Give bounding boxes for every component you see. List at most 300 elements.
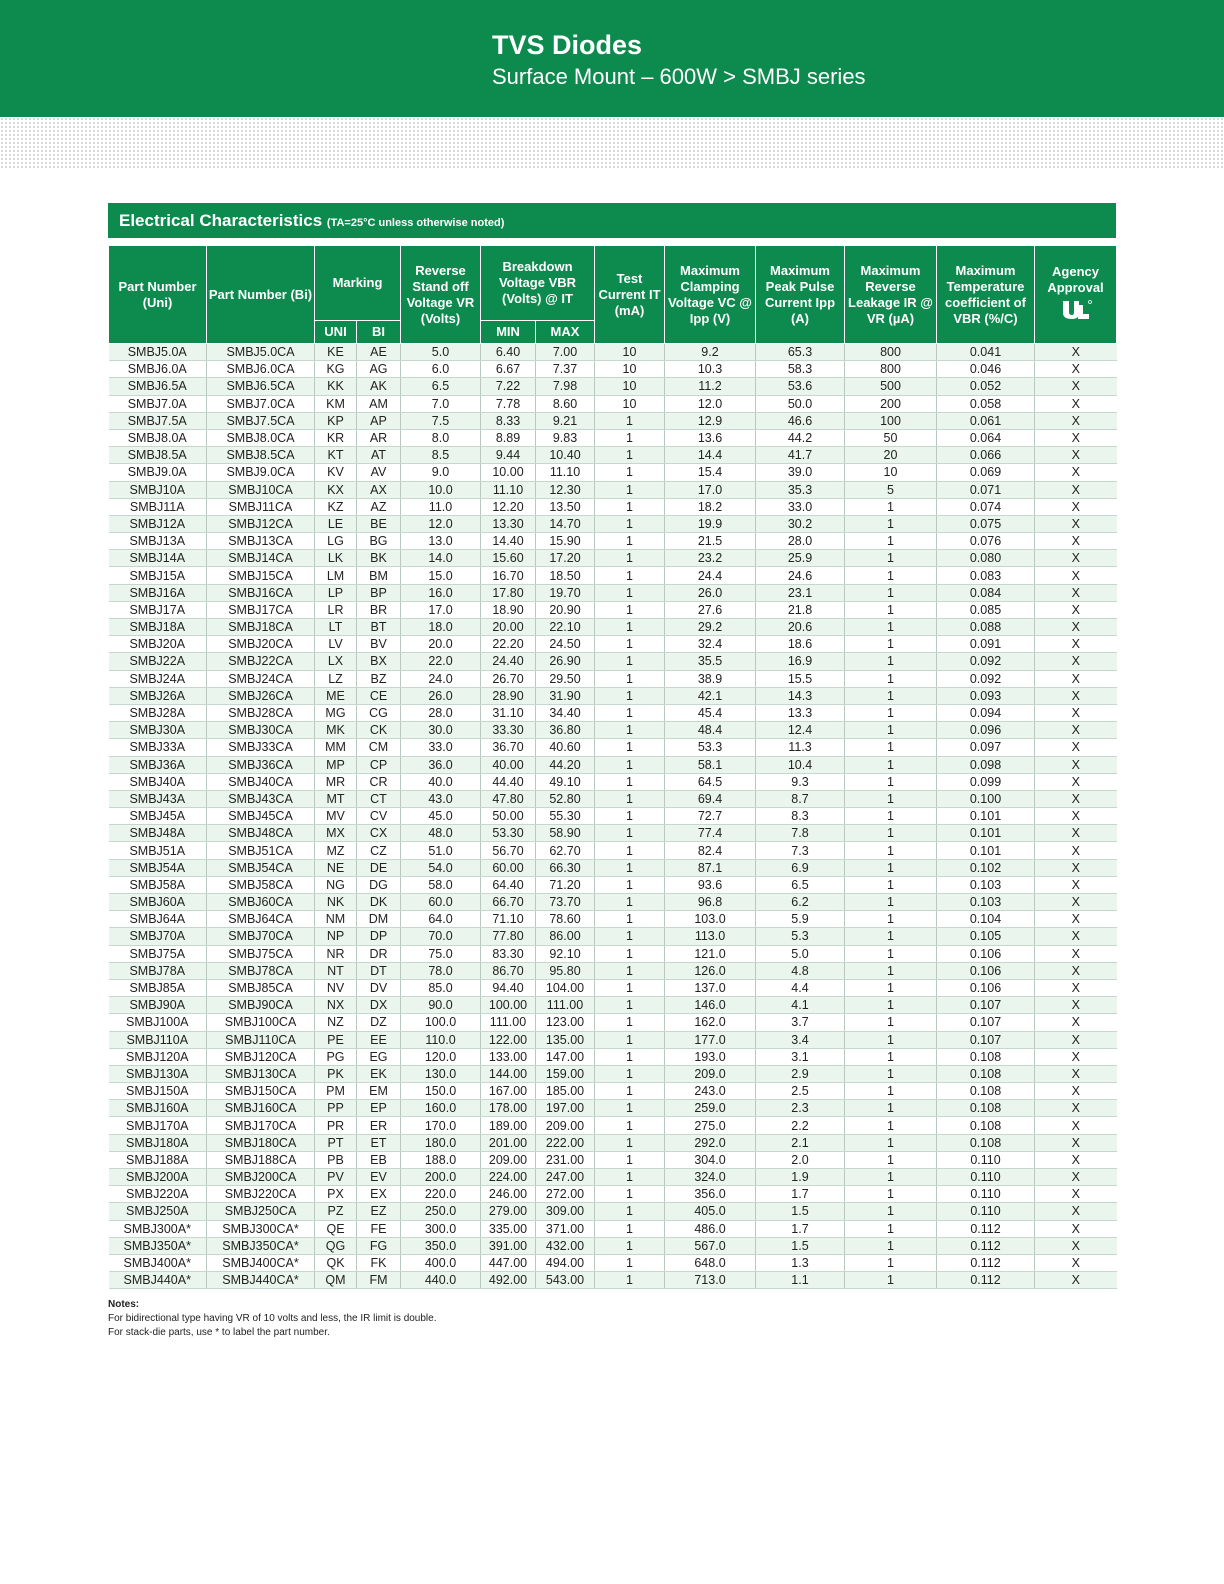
table-row	[109, 1031, 1117, 1048]
cell-it: 1	[595, 842, 665, 859]
cell-marking-bi: AV	[357, 464, 401, 481]
col-header-temp-coef: Maximum Temperature coefficient of VBR (%/C)	[937, 246, 1035, 344]
cell-part-uni: SMBJ15A	[109, 567, 207, 584]
cell-part-uni: SMBJ7.0A	[109, 395, 207, 412]
cell-temp-coef: 0.083	[937, 567, 1035, 584]
cell-ipp: 44.2	[756, 429, 845, 446]
cell-ipp: 39.0	[756, 464, 845, 481]
cell-part-bi: SMBJ188CA	[207, 1151, 315, 1168]
cell-marking-uni: MG	[315, 704, 357, 721]
cell-marking-uni: PB	[315, 1151, 357, 1168]
cell-ipp: 35.3	[756, 481, 845, 498]
cell-vr: 400.0	[401, 1254, 481, 1271]
cell-ipp: 18.6	[756, 636, 845, 653]
cell-it: 1	[595, 825, 665, 842]
cell-part-bi: SMBJ170CA	[207, 1117, 315, 1134]
cell-temp-coef: 0.112	[937, 1237, 1035, 1254]
cell-vr: 160.0	[401, 1100, 481, 1117]
cell-vc: 11.2	[665, 378, 756, 395]
cell-marking-uni: LK	[315, 550, 357, 567]
agency-header-label: Agency Approval	[1047, 264, 1104, 295]
cell-vc: 19.9	[665, 515, 756, 532]
cell-vr: 58.0	[401, 876, 481, 893]
cell-marking-bi: AK	[357, 378, 401, 395]
cell-vc: 162.0	[665, 1014, 756, 1031]
cell-vbr-min: 11.10	[481, 481, 536, 498]
cell-vbr-min: 6.40	[481, 344, 536, 361]
cell-ir: 1	[845, 825, 937, 842]
cell-part-uni: SMBJ70A	[109, 928, 207, 945]
cell-vbr-max: 111.00	[536, 997, 595, 1014]
cell-part-bi: SMBJ6.5CA	[207, 378, 315, 395]
table-row	[109, 395, 1117, 412]
cell-vr: 48.0	[401, 825, 481, 842]
cell-marking-uni: MK	[315, 722, 357, 739]
cell-ipp: 20.6	[756, 619, 845, 636]
cell-it: 1	[595, 1186, 665, 1203]
cell-part-uni: SMBJ220A	[109, 1186, 207, 1203]
cell-ipp: 53.6	[756, 378, 845, 395]
cell-vbr-max: 272.00	[536, 1186, 595, 1203]
cell-marking-bi: AZ	[357, 498, 401, 515]
cell-vr: 6.5	[401, 378, 481, 395]
cell-agency: X	[1035, 653, 1117, 670]
cell-vbr-max: 104.00	[536, 979, 595, 996]
cell-vbr-min: 47.80	[481, 790, 536, 807]
cell-temp-coef: 0.106	[937, 979, 1035, 996]
cell-temp-coef: 0.046	[937, 361, 1035, 378]
table-row	[109, 619, 1117, 636]
cell-part-bi: SMBJ300CA*	[207, 1220, 315, 1237]
cell-temp-coef: 0.085	[937, 601, 1035, 618]
cell-vbr-min: 178.00	[481, 1100, 536, 1117]
cell-temp-coef: 0.104	[937, 911, 1035, 928]
cell-vr: 13.0	[401, 533, 481, 550]
cell-vr: 130.0	[401, 1065, 481, 1082]
cell-ipp: 1.5	[756, 1203, 845, 1220]
cell-agency: X	[1035, 1014, 1117, 1031]
cell-ipp: 30.2	[756, 515, 845, 532]
cell-marking-uni: PZ	[315, 1203, 357, 1220]
cell-vc: 9.2	[665, 344, 756, 361]
cell-it: 10	[595, 344, 665, 361]
note-line: For stack-die parts, use * to label the part number.	[108, 1327, 330, 1338]
cell-it: 1	[595, 670, 665, 687]
cell-part-uni: SMBJ14A	[109, 550, 207, 567]
cell-vr: 64.0	[401, 911, 481, 928]
cell-vc: 356.0	[665, 1186, 756, 1203]
cell-vbr-min: 14.40	[481, 533, 536, 550]
cell-vr: 24.0	[401, 670, 481, 687]
cell-marking-uni: KK	[315, 378, 357, 395]
cell-temp-coef: 0.080	[937, 550, 1035, 567]
cell-marking-bi: ER	[357, 1117, 401, 1134]
cell-marking-bi: DP	[357, 928, 401, 945]
cell-agency: X	[1035, 687, 1117, 704]
cell-ir: 1	[845, 1169, 937, 1186]
cell-temp-coef: 0.064	[937, 429, 1035, 446]
cell-marking-uni: PP	[315, 1100, 357, 1117]
cell-agency: X	[1035, 533, 1117, 550]
cell-marking-uni: KP	[315, 412, 357, 429]
cell-vr: 85.0	[401, 979, 481, 996]
cell-vbr-min: 18.90	[481, 601, 536, 618]
cell-ir: 1	[845, 979, 937, 996]
cell-vbr-max: 12.30	[536, 481, 595, 498]
cell-marking-bi: EV	[357, 1169, 401, 1186]
cell-agency: X	[1035, 1083, 1117, 1100]
cell-marking-bi: BM	[357, 567, 401, 584]
cell-vbr-max: 13.50	[536, 498, 595, 515]
cell-it: 1	[595, 533, 665, 550]
table-row	[109, 1065, 1117, 1082]
cell-vbr-max: 44.20	[536, 756, 595, 773]
cell-marking-bi: CP	[357, 756, 401, 773]
cell-vr: 14.0	[401, 550, 481, 567]
cell-temp-coef: 0.108	[937, 1134, 1035, 1151]
cell-ipp: 16.9	[756, 653, 845, 670]
cell-vbr-min: 33.30	[481, 722, 536, 739]
cell-vc: 69.4	[665, 790, 756, 807]
cell-it: 10	[595, 378, 665, 395]
cell-marking-uni: PM	[315, 1083, 357, 1100]
cell-marking-bi: CM	[357, 739, 401, 756]
cell-temp-coef: 0.107	[937, 1014, 1035, 1031]
cell-vr: 5.0	[401, 344, 481, 361]
cell-marking-uni: LM	[315, 567, 357, 584]
cell-vbr-min: 24.40	[481, 653, 536, 670]
cell-vbr-max: 22.10	[536, 619, 595, 636]
cell-vc: 29.2	[665, 619, 756, 636]
cell-it: 1	[595, 1254, 665, 1271]
cell-it: 1	[595, 412, 665, 429]
cell-ir: 1	[845, 1014, 937, 1031]
cell-marking-uni: PX	[315, 1186, 357, 1203]
cell-it: 1	[595, 704, 665, 721]
cell-agency: X	[1035, 1220, 1117, 1237]
cell-part-uni: SMBJ51A	[109, 842, 207, 859]
cell-part-bi: SMBJ51CA	[207, 842, 315, 859]
cell-ipp: 14.3	[756, 687, 845, 704]
cell-temp-coef: 0.092	[937, 670, 1035, 687]
cell-it: 1	[595, 1134, 665, 1151]
table-row	[109, 962, 1117, 979]
cell-vr: 8.5	[401, 447, 481, 464]
cell-vc: 82.4	[665, 842, 756, 859]
cell-marking-uni: LV	[315, 636, 357, 653]
cell-vr: 45.0	[401, 808, 481, 825]
cell-marking-uni: QK	[315, 1254, 357, 1271]
cell-ir: 1	[845, 962, 937, 979]
cell-agency: X	[1035, 1151, 1117, 1168]
cell-part-bi: SMBJ90CA	[207, 997, 315, 1014]
cell-vbr-max: 73.70	[536, 894, 595, 911]
cell-agency: X	[1035, 808, 1117, 825]
cell-vc: 405.0	[665, 1203, 756, 1220]
table-row	[109, 1151, 1117, 1168]
cell-part-bi: SMBJ220CA	[207, 1186, 315, 1203]
cell-vbr-max: 36.80	[536, 722, 595, 739]
cell-vr: 200.0	[401, 1169, 481, 1186]
cell-vbr-max: 26.90	[536, 653, 595, 670]
cell-ir: 1	[845, 1203, 937, 1220]
cell-ir: 1	[845, 533, 937, 550]
cell-vbr-max: 159.00	[536, 1065, 595, 1082]
cell-it: 1	[595, 962, 665, 979]
cell-it: 1	[595, 653, 665, 670]
cell-temp-coef: 0.096	[937, 722, 1035, 739]
table-row	[109, 361, 1117, 378]
cell-agency: X	[1035, 1237, 1117, 1254]
cell-vr: 150.0	[401, 1083, 481, 1100]
cell-ir: 100	[845, 412, 937, 429]
cell-temp-coef: 0.112	[937, 1254, 1035, 1271]
cell-part-bi: SMBJ180CA	[207, 1134, 315, 1151]
cell-vc: 87.1	[665, 859, 756, 876]
cell-ir: 800	[845, 344, 937, 361]
cell-vr: 43.0	[401, 790, 481, 807]
cell-temp-coef: 0.108	[937, 1083, 1035, 1100]
cell-it: 1	[595, 756, 665, 773]
table-row	[109, 687, 1117, 704]
cell-marking-bi: EB	[357, 1151, 401, 1168]
cell-part-bi: SMBJ14CA	[207, 550, 315, 567]
table-row	[109, 945, 1117, 962]
cell-it: 1	[595, 567, 665, 584]
cell-ir: 1	[845, 498, 937, 515]
cell-ir: 1	[845, 636, 937, 653]
cell-ir: 1	[845, 1117, 937, 1134]
cell-temp-coef: 0.084	[937, 584, 1035, 601]
cell-agency: X	[1035, 962, 1117, 979]
cell-part-uni: SMBJ60A	[109, 894, 207, 911]
cell-it: 1	[595, 997, 665, 1014]
cell-it: 1	[595, 1151, 665, 1168]
table-row	[109, 1237, 1117, 1254]
cell-temp-coef: 0.106	[937, 962, 1035, 979]
cell-part-uni: SMBJ8.0A	[109, 429, 207, 446]
cell-vc: 64.5	[665, 773, 756, 790]
table-row	[109, 1083, 1117, 1100]
cell-marking-uni: NP	[315, 928, 357, 945]
cell-agency: X	[1035, 1031, 1117, 1048]
cell-marking-bi: BZ	[357, 670, 401, 687]
cell-marking-bi: DZ	[357, 1014, 401, 1031]
table-row	[109, 1100, 1117, 1117]
col-header-marking: Marking	[315, 246, 401, 321]
cell-ipp: 23.1	[756, 584, 845, 601]
cell-ir: 1	[845, 859, 937, 876]
cell-ipp: 7.8	[756, 825, 845, 842]
cell-ir: 1	[845, 997, 937, 1014]
cell-vbr-min: 22.20	[481, 636, 536, 653]
cell-marking-uni: PG	[315, 1048, 357, 1065]
notes	[108, 1298, 437, 1340]
cell-marking-bi: BP	[357, 584, 401, 601]
table-row	[109, 979, 1117, 996]
cell-marking-bi: DG	[357, 876, 401, 893]
cell-ipp: 21.8	[756, 601, 845, 618]
cell-vc: 146.0	[665, 997, 756, 1014]
cell-temp-coef: 0.108	[937, 1048, 1035, 1065]
cell-marking-uni: KT	[315, 447, 357, 464]
cell-part-bi: SMBJ33CA	[207, 739, 315, 756]
cell-temp-coef: 0.107	[937, 997, 1035, 1014]
table-row	[109, 550, 1117, 567]
cell-agency: X	[1035, 412, 1117, 429]
section-title	[119, 211, 504, 231]
cell-temp-coef: 0.052	[937, 378, 1035, 395]
cell-part-uni: SMBJ20A	[109, 636, 207, 653]
ul-logo-icon	[1059, 299, 1093, 325]
cell-vc: 567.0	[665, 1237, 756, 1254]
cell-marking-bi: EM	[357, 1083, 401, 1100]
table-row	[109, 1254, 1117, 1271]
cell-marking-bi: BR	[357, 601, 401, 618]
cell-vbr-min: 133.00	[481, 1048, 536, 1065]
cell-part-uni: SMBJ16A	[109, 584, 207, 601]
cell-marking-uni: MV	[315, 808, 357, 825]
cell-part-bi: SMBJ48CA	[207, 825, 315, 842]
cell-ir: 1	[845, 601, 937, 618]
cell-vbr-min: 201.00	[481, 1134, 536, 1151]
cell-part-bi: SMBJ28CA	[207, 704, 315, 721]
cell-vbr-max: 147.00	[536, 1048, 595, 1065]
cell-temp-coef: 0.076	[937, 533, 1035, 550]
cell-ipp: 2.1	[756, 1134, 845, 1151]
table-row	[109, 790, 1117, 807]
cell-vbr-min: 15.60	[481, 550, 536, 567]
cell-ir: 10	[845, 464, 937, 481]
cell-temp-coef: 0.101	[937, 808, 1035, 825]
cell-part-bi: SMBJ18CA	[207, 619, 315, 636]
cell-part-uni: SMBJ48A	[109, 825, 207, 842]
cell-temp-coef: 0.100	[937, 790, 1035, 807]
cell-agency: X	[1035, 997, 1117, 1014]
cell-vr: 110.0	[401, 1031, 481, 1048]
cell-it: 1	[595, 1203, 665, 1220]
cell-part-uni: SMBJ75A	[109, 945, 207, 962]
cell-ir: 5	[845, 481, 937, 498]
cell-part-uni: SMBJ30A	[109, 722, 207, 739]
cell-ir: 1	[845, 790, 937, 807]
cell-marking-uni: QE	[315, 1220, 357, 1237]
cell-vbr-min: 492.00	[481, 1272, 536, 1289]
cell-marking-bi: DT	[357, 962, 401, 979]
cell-part-bi: SMBJ85CA	[207, 979, 315, 996]
cell-agency: X	[1035, 842, 1117, 859]
cell-marking-bi: BG	[357, 533, 401, 550]
cell-marking-bi: CV	[357, 808, 401, 825]
cell-it: 1	[595, 447, 665, 464]
cell-ipp: 24.6	[756, 567, 845, 584]
cell-part-uni: SMBJ9.0A	[109, 464, 207, 481]
cell-it: 1	[595, 808, 665, 825]
cell-vr: 30.0	[401, 722, 481, 739]
table-row	[109, 429, 1117, 446]
cell-temp-coef: 0.112	[937, 1220, 1035, 1237]
table-row	[109, 1186, 1117, 1203]
cell-vbr-max: 86.00	[536, 928, 595, 945]
table-row	[109, 842, 1117, 859]
cell-vbr-min: 100.00	[481, 997, 536, 1014]
table-row	[109, 584, 1117, 601]
cell-vbr-min: 17.80	[481, 584, 536, 601]
cell-vc: 103.0	[665, 911, 756, 928]
cell-agency: X	[1035, 1169, 1117, 1186]
cell-vr: 18.0	[401, 619, 481, 636]
cell-marking-uni: PV	[315, 1169, 357, 1186]
cell-part-uni: SMBJ8.5A	[109, 447, 207, 464]
cell-vbr-min: 122.00	[481, 1031, 536, 1048]
cell-vr: 54.0	[401, 859, 481, 876]
cell-vbr-min: 111.00	[481, 1014, 536, 1031]
cell-marking-bi: AG	[357, 361, 401, 378]
cell-agency: X	[1035, 756, 1117, 773]
cell-marking-uni: NM	[315, 911, 357, 928]
cell-vc: 259.0	[665, 1100, 756, 1117]
cell-part-bi: SMBJ54CA	[207, 859, 315, 876]
cell-part-bi: SMBJ8.0CA	[207, 429, 315, 446]
cell-temp-coef: 0.110	[937, 1203, 1035, 1220]
cell-vc: 137.0	[665, 979, 756, 996]
cell-agency: X	[1035, 790, 1117, 807]
cell-agency: X	[1035, 636, 1117, 653]
cell-vbr-min: 8.33	[481, 412, 536, 429]
cell-vbr-min: 56.70	[481, 842, 536, 859]
cell-agency: X	[1035, 773, 1117, 790]
cell-vbr-min: 12.20	[481, 498, 536, 515]
cell-marking-bi: CE	[357, 687, 401, 704]
cell-part-uni: SMBJ200A	[109, 1169, 207, 1186]
cell-vbr-max: 15.90	[536, 533, 595, 550]
cell-vbr-min: 391.00	[481, 1237, 536, 1254]
cell-it: 1	[595, 481, 665, 498]
cell-part-bi: SMBJ130CA	[207, 1065, 315, 1082]
cell-ir: 1	[845, 1048, 937, 1065]
cell-part-uni: SMBJ400A*	[109, 1254, 207, 1271]
cell-ipp: 1.9	[756, 1169, 845, 1186]
cell-part-uni: SMBJ120A	[109, 1048, 207, 1065]
cell-ipp: 4.8	[756, 962, 845, 979]
cell-vbr-max: 231.00	[536, 1151, 595, 1168]
col-header-part-uni: Part Number (Uni)	[109, 246, 207, 344]
cell-vc: 243.0	[665, 1083, 756, 1100]
cell-marking-uni: NT	[315, 962, 357, 979]
cell-marking-bi: AP	[357, 412, 401, 429]
cell-marking-uni: MR	[315, 773, 357, 790]
page-title: TVS Diodes	[492, 30, 643, 60]
cell-marking-uni: LT	[315, 619, 357, 636]
cell-ipp: 3.4	[756, 1031, 845, 1048]
col-header-agency	[1035, 246, 1117, 344]
cell-it: 1	[595, 687, 665, 704]
cell-ipp: 9.3	[756, 773, 845, 790]
cell-ipp: 6.5	[756, 876, 845, 893]
cell-marking-bi: FM	[357, 1272, 401, 1289]
cell-vc: 113.0	[665, 928, 756, 945]
cell-it: 1	[595, 601, 665, 618]
cell-agency: X	[1035, 567, 1117, 584]
cell-temp-coef: 0.091	[937, 636, 1035, 653]
cell-vc: 58.1	[665, 756, 756, 773]
notes-heading: Notes:	[108, 1299, 140, 1310]
cell-vc: 648.0	[665, 1254, 756, 1271]
col-header-vr: Reverse Stand off Voltage VR (Volts)	[401, 246, 481, 344]
header-banner	[0, 0, 1224, 117]
cell-agency: X	[1035, 1065, 1117, 1082]
col-header-vbr-min: MIN	[481, 321, 536, 344]
